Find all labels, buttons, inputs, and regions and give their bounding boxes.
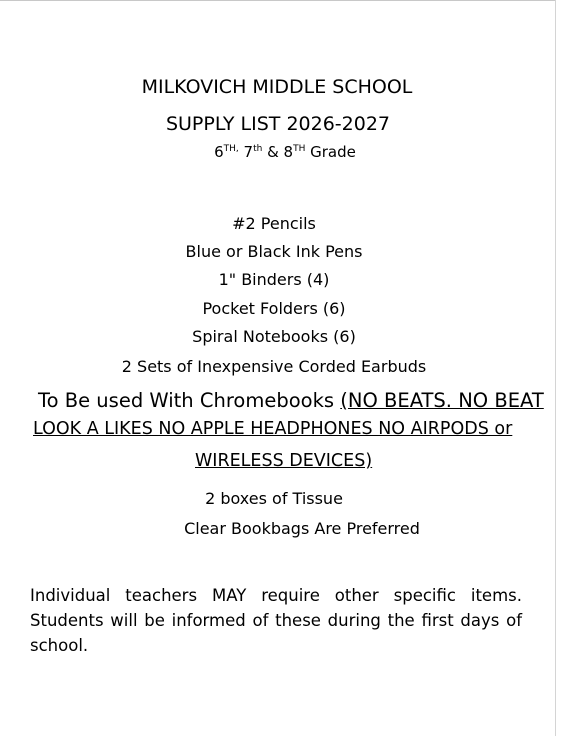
- grade-7: 7: [238, 143, 254, 161]
- teacher-requirements-note: Individual teachers MAY require other specific items. Students will be informed of these during the first days of school.: [30, 586, 522, 655]
- supply-item-pens: Blue or Black Ink Pens: [185, 242, 363, 261]
- chromebook-note-warning: (NO BEATS. NO BEAT: [340, 389, 544, 412]
- supply-list-title: SUPPLY LIST 2026-2027: [165, 113, 391, 135]
- page-top-edge: [0, 0, 556, 5]
- school-name-heading: MILKOVICH MIDDLE SCHOOL: [141, 76, 413, 98]
- supply-item-tissue: 2 boxes of Tissue: [205, 489, 343, 508]
- supply-item-pencils: #2 Pencils: [232, 214, 316, 233]
- grade-word: Grade: [305, 143, 356, 161]
- grade-8: & 8: [262, 143, 294, 161]
- supply-item-earbuds: 2 Sets of Inexpensive Corded Earbuds: [121, 357, 427, 376]
- chromebook-note-line-2: LOOK A LIKES NO APPLE HEADPHONES NO AIRPODS or: [33, 419, 513, 439]
- supply-item-notebooks: Spiral Notebooks (6): [192, 327, 356, 346]
- grade-8-suffix: TH: [293, 144, 306, 154]
- chromebook-note-line-3: WIRELESS DEVICES): [195, 451, 373, 471]
- supply-item-folders: Pocket Folders (6): [202, 299, 346, 318]
- grade-6: 6: [214, 143, 224, 161]
- chromebook-note-lead: To Be used With Chromebooks: [38, 389, 341, 412]
- chromebook-note: [38, 389, 544, 412]
- grade-7-suffix: th: [253, 144, 263, 154]
- grade-levels: [3, 143, 564, 161]
- bookbag-preference: Clear Bookbags Are Preferred: [184, 519, 420, 538]
- supply-item-binders: 1" Binders (4): [218, 270, 330, 289]
- grade-6-suffix: TH,: [223, 144, 239, 154]
